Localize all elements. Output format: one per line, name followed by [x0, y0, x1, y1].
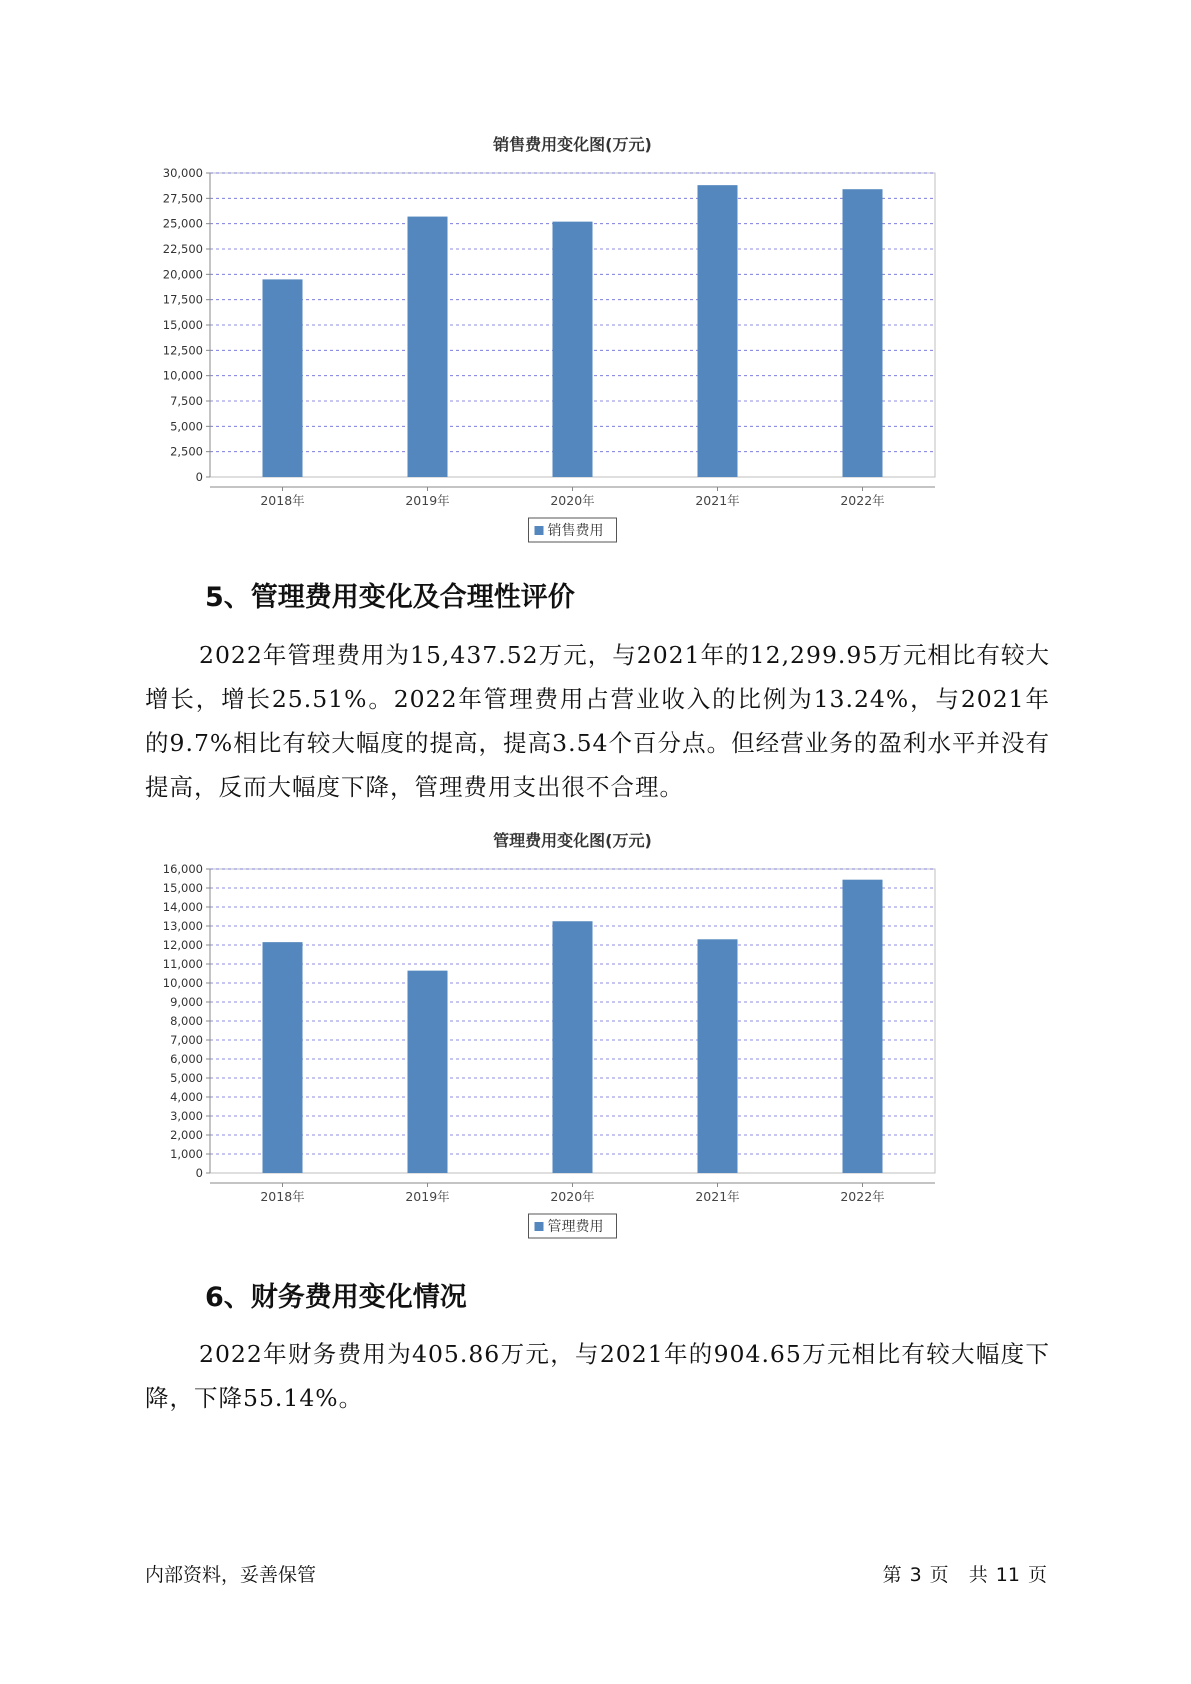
- total-label: 共: [968, 1564, 988, 1586]
- legend-label: 管理费用: [547, 1219, 604, 1235]
- y-tick-label: 12,000: [162, 938, 203, 952]
- bar: [843, 880, 883, 1173]
- x-tick-label: 2021年: [695, 1189, 740, 1204]
- y-tick-label: 30,000: [162, 166, 203, 180]
- bar: [698, 185, 738, 477]
- y-tick-label: 2,000: [170, 1128, 203, 1142]
- y-tick-label: 17,500: [162, 292, 203, 307]
- x-tick-label: 2020年: [550, 1189, 595, 1204]
- legend-label: 销售费用: [547, 523, 604, 539]
- legend-swatch: [535, 526, 544, 535]
- y-tick-label: 3,000: [170, 1109, 203, 1123]
- x-tick-label: 2018年: [260, 1189, 305, 1204]
- bar: [408, 217, 448, 477]
- y-tick-label: 14,000: [162, 900, 203, 914]
- x-tick-label: 2018年: [260, 493, 305, 508]
- y-tick-label: 0: [195, 470, 203, 484]
- x-tick-label: 2019年: [405, 493, 450, 508]
- y-tick-label: 10,000: [162, 368, 203, 383]
- y-tick-label: 1,000: [170, 1147, 203, 1161]
- page-label-pre: 第: [882, 1564, 902, 1586]
- bar: [843, 189, 883, 477]
- y-tick-label: 8,000: [170, 1014, 203, 1028]
- y-tick-label: 13,000: [162, 919, 203, 933]
- total-label-post: 页: [1027, 1564, 1047, 1586]
- y-tick-label: 7,500: [170, 394, 203, 408]
- page-label-mid: 页: [929, 1564, 949, 1586]
- sales-expense-chart-svg: [140, 130, 1060, 550]
- y-tick-label: 20,000: [162, 267, 203, 282]
- x-tick-label: 2022年: [840, 1189, 885, 1204]
- y-tick-label: 9,000: [170, 995, 203, 1009]
- y-tick-label: 11,000: [162, 957, 203, 971]
- y-tick-label: 6,000: [170, 1052, 203, 1066]
- y-tick-label: 4,000: [170, 1090, 203, 1104]
- y-tick-label: 10,000: [162, 976, 203, 990]
- legend-swatch: [535, 1222, 544, 1231]
- bar: [263, 942, 303, 1173]
- y-tick-label: 16,000: [162, 862, 203, 876]
- footer-confidential-note: 内部资料，妥善保管: [145, 1564, 317, 1586]
- y-tick-label: 7,000: [170, 1033, 203, 1047]
- section-6-heading: 6、财务费用变化情况: [205, 1282, 467, 1313]
- bar: [553, 921, 593, 1173]
- x-tick-label: 2021年: [695, 493, 740, 508]
- footer-page-info: [879, 1560, 1051, 1587]
- y-tick-label: 5,000: [170, 1071, 203, 1085]
- y-tick-label: 15,000: [162, 318, 203, 332]
- section-5-heading: 5、管理费用变化及合理性评价: [205, 582, 575, 613]
- y-tick-label: 22,500: [162, 242, 203, 256]
- y-tick-label: 12,500: [162, 343, 203, 358]
- bar: [408, 971, 448, 1173]
- bar: [553, 222, 593, 477]
- total-pages: 11: [995, 1564, 1020, 1586]
- y-tick-label: 2,500: [170, 444, 203, 459]
- y-tick-label: 0: [195, 1166, 203, 1180]
- y-tick-label: 15,000: [162, 881, 203, 895]
- x-tick-label: 2020年: [550, 493, 595, 508]
- chart-title: 管理费用变化图(万元): [493, 831, 652, 850]
- x-tick-label: 2022年: [840, 493, 885, 508]
- section-6-paragraph: 2022年财务费用为405.86万元，与2021年的904.65万元相比有较大幅度下降，下降55.14%。: [145, 1340, 1050, 1412]
- y-tick-label: 25,000: [162, 216, 203, 231]
- bar: [698, 939, 738, 1173]
- admin-expense-chart: [140, 826, 1060, 1246]
- y-tick-label: 27,500: [162, 191, 203, 206]
- admin-expense-chart-svg: [140, 826, 1060, 1246]
- section-5-paragraph: 2022年管理费用为15,437.52万元，与2021年的12,299.95万元相比有较大增长，增长25.51%。2022年管理费用占营业收入的比例为13.24%，与2021年的9.7%相比有较大幅度的提高，提高3.54个百分点。但经营业务的盈利水平并没有提高，反而大幅度下降，管理费用支出很不合理。: [145, 641, 1050, 801]
- page-number: 3: [909, 1564, 922, 1586]
- chart-title: 销售费用变化图(万元): [493, 135, 652, 154]
- bar: [263, 279, 303, 477]
- x-tick-label: 2019年: [405, 1189, 450, 1204]
- y-tick-label: 5,000: [170, 419, 203, 434]
- sales-expense-chart: [140, 130, 1060, 550]
